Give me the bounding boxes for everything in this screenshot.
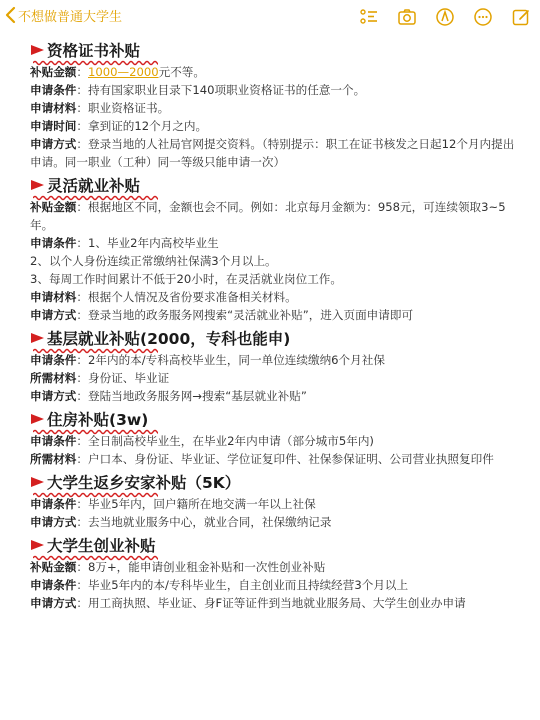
red-flag-icon bbox=[30, 178, 45, 192]
info-line: 补贴金额：8万+，能申请创业租金补贴和一次性创业补贴 bbox=[30, 560, 326, 574]
info-text: 毕业5年内，回户籍所在地交满一年以上社保 bbox=[88, 497, 316, 511]
section-heading bbox=[30, 325, 522, 351]
wavy-underline bbox=[33, 60, 158, 66]
section-heading bbox=[30, 172, 522, 198]
info-text: 持有国家职业目录下140项职业资格证书的任意一个。 bbox=[88, 83, 366, 97]
info-line bbox=[30, 252, 522, 270]
info-text: 职业资格证书。 bbox=[88, 101, 170, 115]
info-label: 申请方式 bbox=[30, 596, 77, 610]
info-label: 补贴金额 bbox=[30, 560, 77, 574]
info-line: 申请方式：去当地就业服务中心，就业合同，社保缴纳记录 bbox=[30, 515, 332, 529]
info-label: 申请条件 bbox=[30, 83, 77, 97]
info-text: 2年内的本/专科高校毕业生，同一单位连续缴纳6个月社保 bbox=[88, 353, 385, 367]
info-line: 申请条件：毕业5年内，回户籍所在地交满一年以上社保 bbox=[30, 497, 316, 511]
checklist-icon[interactable] bbox=[350, 4, 388, 30]
info-text: 用工商执照、毕业证、身F证等证件到当地就业服务局、大学生创业办申请 bbox=[88, 596, 466, 610]
section-title: 灵活就业补贴 bbox=[47, 174, 140, 196]
back-button[interactable] bbox=[4, 5, 122, 25]
info-label: 申请方式 bbox=[30, 308, 77, 322]
info-line bbox=[30, 270, 522, 288]
info-label: 申请条件 bbox=[30, 236, 77, 250]
section-title: 大学生创业补贴 bbox=[47, 534, 156, 556]
info-label: 申请条件 bbox=[30, 353, 77, 367]
info-text: 登录当地的人社局官网提交资料。（特别提示：职工在证书核发之日起12个月内提出申请。同一职业（工种）同一等级只能申请一次） bbox=[30, 137, 515, 169]
info-line: 申请时间：拿到证的12个月之内。 bbox=[30, 119, 208, 133]
info-text: 根据地区不同，金额也会不同。例如：北京每月金额为：958元，可连续领取3~5年。 bbox=[30, 200, 506, 232]
info-line: 申请方式：登录当地的人社局官网提交资料。（特别提示：职工在证书核发之日起12个月内提出申请。同一职业（工种）同一等级只能申请一次） bbox=[30, 137, 515, 169]
info-label: 所需材料 bbox=[30, 452, 77, 466]
info-text: 1、毕业2年内高校毕业生 bbox=[88, 236, 219, 250]
info-label: 申请方式 bbox=[30, 515, 77, 529]
section-title: 基层就业补贴(2000，专科也能申) bbox=[47, 327, 290, 349]
wavy-underline bbox=[33, 492, 158, 498]
section-title: 大学生返乡安家补贴（5K） bbox=[47, 471, 240, 493]
info-label: 申请条件 bbox=[30, 434, 77, 448]
info-label: 申请条件 bbox=[30, 497, 77, 511]
info-text: 3、每周工作时间累计不低于20小时，在灵活就业岗位工作。 bbox=[30, 272, 342, 286]
section-heading bbox=[30, 532, 522, 558]
camera-icon[interactable] bbox=[388, 4, 426, 30]
section-heading bbox=[30, 37, 522, 63]
info-line: 申请条件：持有国家职业目录下140项职业资格证书的任意一个。 bbox=[30, 83, 366, 97]
info-line: 所需材料：身份证、毕业证 bbox=[30, 371, 170, 385]
chevron-left-icon bbox=[4, 5, 18, 25]
info-label: 补贴金额 bbox=[30, 65, 77, 79]
info-text: 根据个人情况及省份要求准备相关材料。 bbox=[88, 290, 297, 304]
info-text: 全日制高校毕业生，在毕业2年内申请（部分城市5年内) bbox=[88, 434, 374, 448]
info-line: 申请材料：根据个人情况及省份要求准备相关材料。 bbox=[30, 290, 297, 304]
info-line: 申请条件：1、毕业2年内高校毕业生 bbox=[30, 236, 219, 250]
info-text: 元不等。 bbox=[158, 65, 205, 79]
info-label: 申请条件 bbox=[30, 578, 77, 592]
section-title: 资格证书补贴 bbox=[47, 39, 140, 61]
info-line: 补贴金额：根据地区不同，金额也会不同。例如：北京每月金额为：958元，可连续领取3~5年。 bbox=[30, 200, 506, 232]
section-heading bbox=[30, 406, 522, 432]
info-line: 申请方式：用工商执照、毕业证、身F证等证件到当地就业服务局、大学生创业办申请 bbox=[30, 596, 466, 610]
back-label: 不想做普通大学生 bbox=[18, 9, 123, 25]
info-label: 申请材料 bbox=[30, 101, 77, 115]
info-text: 2、以个人身份连续正常缴纳社保满3个月以上。 bbox=[30, 254, 277, 268]
info-line: 申请方式：登录当地的政务服务网搜索“灵活就业补贴”，进入页面申请即可 bbox=[30, 308, 414, 322]
wavy-underline bbox=[33, 429, 158, 435]
compose-icon[interactable] bbox=[502, 4, 540, 30]
info-text: 毕业5年内的本/专科毕业生，自主创业而且持续经营3个月以上 bbox=[88, 578, 409, 592]
info-line: 所需材料：户口本、身份证、毕业证、学位证复印件、社保参保证明、公司营业执照复印件 bbox=[30, 452, 494, 466]
info-label: 申请材料 bbox=[30, 290, 77, 304]
info-text: 登录当地的政务服务网搜索“灵活就业补贴”，进入页面申请即可 bbox=[88, 308, 414, 322]
wavy-underline bbox=[33, 195, 158, 201]
info-text: 登陆当地政务服务网→搜索“基层就业补贴” bbox=[88, 389, 307, 403]
info-label: 所需材料 bbox=[30, 371, 77, 385]
info-text: 户口本、身份证、毕业证、学位证复印件、社保参保证明、公司营业执照复印件 bbox=[88, 452, 494, 466]
info-label: 补贴金额 bbox=[30, 200, 77, 214]
info-line: 申请材料：职业资格证书。 bbox=[30, 101, 170, 115]
info-text: 拿到证的12个月之内。 bbox=[88, 119, 208, 133]
info-line: 补贴金额：1000—2000元不等。 bbox=[30, 65, 205, 79]
markup-icon[interactable] bbox=[426, 4, 464, 30]
info-line: 申请条件：毕业5年内的本/专科毕业生，自主创业而且持续经营3个月以上 bbox=[30, 578, 409, 592]
info-label: 申请方式 bbox=[30, 389, 77, 403]
red-flag-icon bbox=[30, 538, 45, 552]
wavy-underline bbox=[33, 555, 158, 561]
section-heading bbox=[30, 469, 522, 495]
red-flag-icon bbox=[30, 475, 45, 489]
red-flag-icon bbox=[30, 412, 45, 426]
more-icon[interactable] bbox=[464, 4, 502, 30]
note-body[interactable] bbox=[30, 36, 522, 612]
red-flag-icon bbox=[30, 43, 45, 57]
info-text: 去当地就业服务中心，就业合同，社保缴纳记录 bbox=[88, 515, 332, 529]
section-title: 住房补贴(3w) bbox=[47, 408, 148, 430]
info-label: 申请方式 bbox=[30, 137, 77, 151]
info-line: 申请条件：2年内的本/专科高校毕业生，同一单位连续缴纳6个月社保 bbox=[30, 353, 385, 367]
red-flag-icon bbox=[30, 331, 45, 345]
wavy-underline bbox=[33, 348, 158, 354]
info-text: 8万+，能申请创业租金补贴和一次性创业补贴 bbox=[88, 560, 326, 574]
info-line: 申请条件：全日制高校毕业生，在毕业2年内申请（部分城市5年内) bbox=[30, 434, 374, 448]
info-label: 申请时间 bbox=[30, 119, 77, 133]
top-nav-bar bbox=[0, 0, 540, 34]
info-text: 身份证、毕业证 bbox=[88, 371, 170, 385]
info-line: 申请方式：登陆当地政务服务网→搜索“基层就业补贴” bbox=[30, 389, 307, 403]
amount-link[interactable]: 1000—2000 bbox=[88, 65, 159, 79]
